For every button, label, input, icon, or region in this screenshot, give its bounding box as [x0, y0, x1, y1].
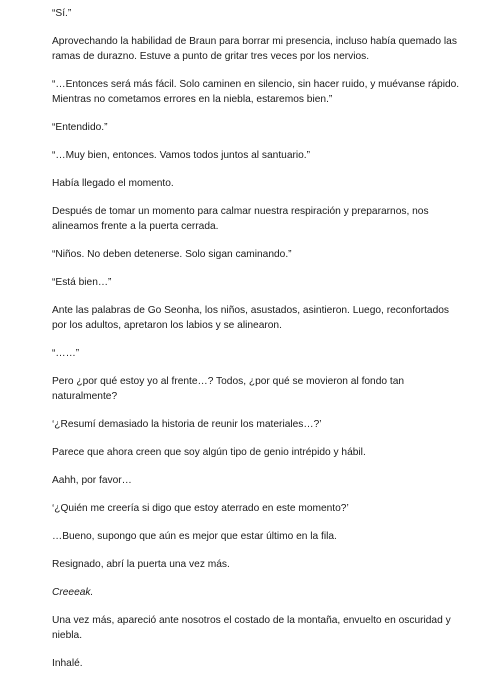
paragraph: “Niños. No deben detenerse. Solo sigan caminando.” [52, 249, 292, 260]
paragraph-italic: Creeeak. [52, 587, 94, 598]
paragraph: “Está bien…” [52, 277, 112, 288]
paragraph: “Sí.” [52, 8, 72, 19]
paragraph: Aprovechando la habilidad de Braun para borrar mi presencia, incluso había quemado las ramas de durazno. Estuve a punto de gritar tres veces por los nervios. [52, 36, 457, 62]
paragraph: Parece que ahora creen que soy algún tipo de genio intrépido y hábil. [52, 447, 366, 458]
paragraph: Aahh, por favor… [52, 475, 132, 486]
paragraph: Una vez más, apareció ante nosotros el costado de la montaña, envuelto en oscuridad y niebla. [52, 615, 451, 641]
paragraph: …Bueno, supongo que aún es mejor que estar último en la fila. [52, 531, 337, 542]
paragraph: Resignado, abrí la puerta una vez más. [52, 559, 230, 570]
document-body [52, 6, 462, 684]
paragraph: ‘¿Quién me creería si digo que estoy aterrado en este momento?’ [52, 503, 349, 514]
paragraph: “Entendido.” [52, 122, 108, 133]
paragraph: ‘¿Resumí demasiado la historia de reunir los materiales…?’ [52, 419, 322, 430]
paragraph: Había llegado el momento. [52, 178, 174, 189]
paragraph: Después de tomar un momento para calmar nuestra respiración y prepararnos, nos alineamos frente a la puerta cerrada. [52, 206, 429, 232]
paragraph: Ante las palabras de Go Seonha, los niños, asustados, asintieron. Luego, reconfortados por los adultos, apretaron los labios y se alinearon. [52, 305, 450, 331]
paragraph: Inhalé. [52, 658, 83, 669]
paragraph: “…Muy bien, entonces. Vamos todos juntos al santuario.” [52, 150, 311, 161]
paragraph: Pero ¿por qué estoy yo al frente…? Todos, ¿por qué se movieron al fondo tan naturalmente? [52, 376, 405, 402]
paragraph: “……” [52, 348, 80, 359]
paragraph: “…Entonces será más fácil. Solo caminen en silencio, sin hacer ruido, y muévanse rápido. Mientras no cometamos errores en la niebla, estaremos bien.” [52, 79, 460, 105]
